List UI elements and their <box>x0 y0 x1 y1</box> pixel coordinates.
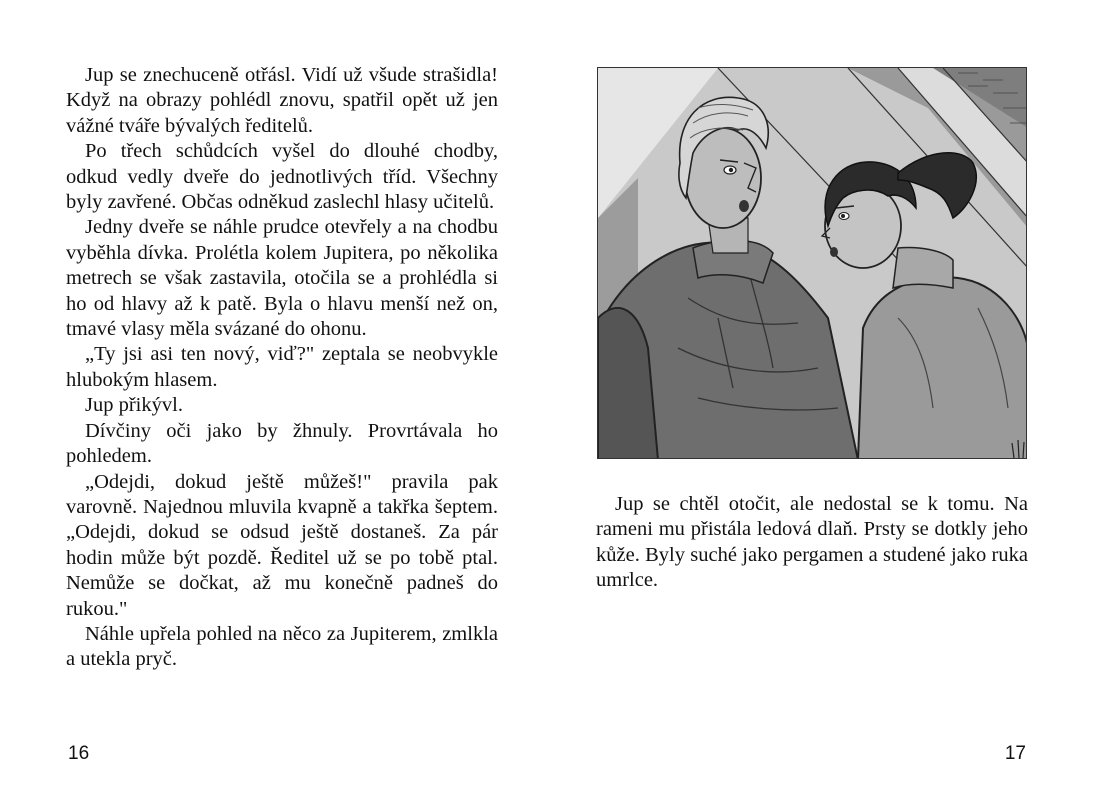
story-illustration <box>597 67 1027 459</box>
paragraph: Jup se chtěl otočit, ale nedostal se k tomu. Na rameni mu přistála ledová dlaň. Prsty se dotkly jeho kůže. Byly suché jako pergamen a studené jako ruka umrlce. <box>596 493 1028 592</box>
paragraph: Jup se znechuceně otřásl. Vidí už všude strašidla! Když na obrazy pohlédl znovu, spatřil opět už jen vážné tváře bývalých ředitelů. <box>66 64 498 137</box>
paragraph: Dívčiny oči jako by žhnuly. Provrtávala ho pohledem. <box>66 419 498 468</box>
paragraph: „Odejdi, dokud ještě můžeš!" pravila pak varovně. Najednou mluvila kvapně a takřka šeptem. „Odejdi, dokud se odsud ještě dostaneš. Za pár hodin může být pozdě. Ředitel už se po tobě ptal. Nemůže se dočkat, až mu konečně padneš do rukou." <box>66 470 498 620</box>
paragraph: Jup přikývl. <box>85 394 183 417</box>
paragraph: Náhle upřela pohled na něco za Jupiterem, zmlkla a utekla pryč. <box>66 622 498 671</box>
left-page-text <box>66 63 498 673</box>
paragraph: Jedny dveře se náhle prudce otevřely a na chodbu vyběhla dívka. Prolétla kolem Jupitera, po několika metrech se však zastavila, otočila se a prohlédla si ho od hlavy až k patě. Byla o hlavu menší než on, tmavé vlasy měla svázané do ohonu. <box>66 216 498 341</box>
paragraph: „Ty jsi asi ten nový, viď?" zeptala se neobvykle hlubokým hlasem. <box>66 343 498 391</box>
paragraph: Po třech schůdcích vyšel do dlouhé chodby, odkud vedly dveře do jednotlivých tříd. Všechny byly zavřené. Občas odněkud zaslechl hlasy učitelů. <box>66 140 498 214</box>
page-number-right: 17 <box>1004 743 1026 764</box>
right-page <box>547 0 1094 800</box>
page-number-left: 16 <box>68 743 90 764</box>
right-page-text <box>596 492 1028 594</box>
